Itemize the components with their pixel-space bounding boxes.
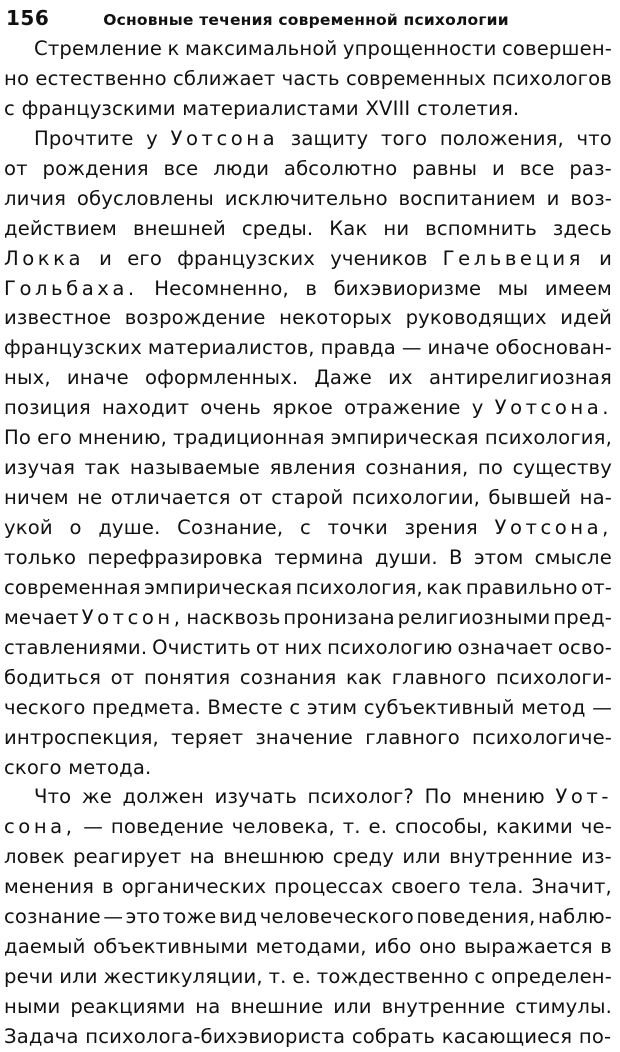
word: но xyxy=(4,66,30,90)
word: люди xyxy=(213,156,270,180)
word: психолога-бихэвиориста xyxy=(85,1024,346,1048)
word: метода. xyxy=(68,755,152,779)
text-line xyxy=(4,723,612,753)
word: руководящих xyxy=(405,306,547,330)
word: психологию xyxy=(327,635,453,659)
text-line xyxy=(4,663,612,693)
word: выражается xyxy=(463,935,593,959)
word: все xyxy=(519,156,555,180)
word: отличается xyxy=(110,486,231,510)
text-line xyxy=(4,453,612,483)
word: насквозь xyxy=(186,605,281,629)
word: че- xyxy=(580,815,612,839)
word: воспитанием xyxy=(398,186,536,210)
word: находит xyxy=(101,396,190,420)
word: ными xyxy=(4,995,61,1018)
word: перефразировка xyxy=(87,545,264,569)
word: Уот- xyxy=(555,785,612,809)
word: положения, xyxy=(439,126,564,150)
word: реагирует xyxy=(73,845,182,869)
word: ческого xyxy=(4,695,86,719)
word: психологии, xyxy=(351,486,480,510)
word: е. xyxy=(368,815,388,839)
word: защиту xyxy=(290,126,369,150)
word: Гольбаха. xyxy=(4,276,138,300)
word: максимальной xyxy=(185,37,338,60)
word: изучать xyxy=(214,785,297,809)
word: внутренние xyxy=(449,845,573,869)
word: личия xyxy=(4,186,67,210)
word: воз- xyxy=(570,186,612,210)
word: некоторых xyxy=(279,306,393,330)
word: точки xyxy=(327,516,388,539)
text-line xyxy=(4,513,612,543)
word: с xyxy=(474,965,486,989)
word: По xyxy=(4,426,32,450)
word: укой xyxy=(4,516,53,539)
word: ных, xyxy=(4,366,51,390)
word: Уотсон, xyxy=(81,605,184,629)
word: как xyxy=(426,575,463,599)
word: изучая xyxy=(4,456,76,480)
word: психологов xyxy=(492,66,612,90)
word: Уотсона. xyxy=(494,396,612,420)
word: органических xyxy=(121,875,267,899)
word: Уотсона, xyxy=(494,516,612,539)
word: абсолютно xyxy=(283,156,398,180)
text-line xyxy=(4,573,612,603)
word: яркое xyxy=(272,396,333,420)
word: ставлениями. xyxy=(4,635,148,659)
word: с xyxy=(289,695,301,719)
word: здесь xyxy=(552,216,612,240)
word: французских xyxy=(177,246,316,270)
word: действием xyxy=(4,216,117,240)
text-line xyxy=(4,902,612,932)
word: Значит, xyxy=(531,875,612,899)
word: не xyxy=(77,486,103,510)
word: имеем xyxy=(544,276,612,300)
paragraph xyxy=(4,34,612,124)
word: его xyxy=(37,426,72,450)
word: антирелигиозная xyxy=(428,366,612,390)
word: внешние xyxy=(230,995,324,1018)
word: наблю- xyxy=(538,905,612,929)
word: или xyxy=(59,965,98,989)
word: — xyxy=(401,336,422,360)
word: Вместе xyxy=(207,695,283,719)
word: Даже xyxy=(314,366,372,390)
word: поведения, xyxy=(416,905,536,929)
word: позиция xyxy=(4,396,91,420)
word: в xyxy=(102,875,114,899)
word: у xyxy=(471,396,484,420)
word: иначе xyxy=(66,366,129,390)
word: современная xyxy=(4,575,141,599)
text-line xyxy=(4,1022,612,1052)
word: способы, xyxy=(394,815,489,839)
word: Как xyxy=(329,216,368,240)
word: с xyxy=(4,96,15,120)
word: этим xyxy=(306,695,358,719)
word: ничем xyxy=(4,486,69,510)
text-line xyxy=(4,543,612,573)
word: главного xyxy=(391,665,487,689)
word: вид xyxy=(218,905,258,929)
word: ни xyxy=(383,216,410,240)
word: субъективный xyxy=(363,695,515,719)
word: исключительно xyxy=(224,186,388,210)
word: в xyxy=(600,935,612,959)
body-text xyxy=(4,34,612,1052)
word: пред- xyxy=(553,605,612,629)
word: В xyxy=(448,545,463,569)
word: методами, xyxy=(255,935,367,959)
word: ловек xyxy=(4,845,65,869)
word: оно xyxy=(419,935,457,959)
word: мечает xyxy=(4,605,79,629)
text-line xyxy=(4,214,612,244)
paragraph xyxy=(4,124,612,783)
word: все xyxy=(163,156,199,180)
word: Задача xyxy=(4,1024,79,1048)
word: психологиче- xyxy=(472,725,612,749)
word: — xyxy=(83,815,104,839)
text-line xyxy=(4,274,612,304)
word: собрать xyxy=(351,1024,436,1048)
word: и xyxy=(99,246,113,270)
word: понятия xyxy=(143,665,231,689)
word: ского xyxy=(4,755,62,779)
word: возрождение xyxy=(124,306,266,330)
word: на xyxy=(189,845,215,869)
word: традиционная xyxy=(173,426,325,450)
word: старой xyxy=(271,486,344,510)
word: бывшей xyxy=(488,486,572,510)
word: материалистов, xyxy=(147,336,315,360)
word: сознания xyxy=(239,665,337,689)
word: к xyxy=(167,37,180,60)
word: — xyxy=(592,695,612,719)
word: значение xyxy=(255,725,354,749)
word: по- xyxy=(578,1024,612,1048)
word: психология, xyxy=(295,575,423,599)
word: своего xyxy=(391,875,461,899)
word: интроспекция, xyxy=(4,725,159,749)
text-line xyxy=(4,753,612,783)
text-line xyxy=(4,154,612,184)
word: Сознание, xyxy=(177,516,284,539)
word: отражение xyxy=(344,396,461,420)
word: известное xyxy=(4,306,112,330)
word: от xyxy=(239,486,263,510)
word: сона, xyxy=(4,815,76,839)
text-line xyxy=(4,812,612,842)
word: эмпирическая xyxy=(144,575,293,599)
word: внутренние xyxy=(381,995,506,1018)
word: процессах xyxy=(274,875,384,899)
text-line xyxy=(4,962,612,992)
word: среду xyxy=(332,845,394,869)
word: от xyxy=(255,635,280,659)
word: из- xyxy=(581,845,612,869)
word: определен- xyxy=(491,965,612,989)
word: должен xyxy=(122,785,204,809)
word: о xyxy=(69,516,82,539)
word: очень xyxy=(200,396,261,420)
word: внешней xyxy=(132,216,226,240)
word: мнению xyxy=(462,785,545,809)
word: — xyxy=(103,905,124,929)
word: на- xyxy=(579,486,612,510)
word: только xyxy=(4,545,77,569)
page-number: 156 xyxy=(6,6,50,30)
running-title: Основные течения современной психологии xyxy=(103,11,509,29)
word: сознание xyxy=(4,905,101,929)
word: термина xyxy=(274,545,364,569)
word: вспомнить xyxy=(425,216,537,240)
text-line xyxy=(4,782,612,812)
word: что xyxy=(576,126,612,150)
word: оформленных. xyxy=(144,366,299,390)
word: религиозными xyxy=(397,605,551,629)
word: тела. xyxy=(468,875,524,899)
word: сближает xyxy=(172,66,276,90)
word: предмета. xyxy=(92,695,201,719)
word: совершен- xyxy=(501,37,612,60)
word: существу xyxy=(512,456,612,480)
word: осво- xyxy=(557,635,612,659)
text-line xyxy=(4,333,612,363)
word: и xyxy=(599,246,612,270)
text-line xyxy=(4,64,612,94)
word: психолог? xyxy=(307,785,414,809)
word: от xyxy=(4,156,28,180)
word: теряет xyxy=(171,725,244,749)
word: души. xyxy=(374,545,438,569)
word: метод xyxy=(521,695,586,719)
word: внешнюю xyxy=(223,845,325,869)
text-line xyxy=(4,423,612,453)
word: объективными xyxy=(93,935,249,959)
word: касающиеся xyxy=(441,1024,573,1048)
word: Несомненно, xyxy=(154,276,289,300)
word: даемый xyxy=(4,935,86,959)
text-line xyxy=(4,842,612,872)
word: пронизана xyxy=(283,605,395,629)
word: же xyxy=(81,785,112,809)
word: Локка xyxy=(4,246,85,270)
word: е. xyxy=(292,965,311,989)
word: с xyxy=(299,516,311,539)
text-line xyxy=(4,393,612,423)
text-line xyxy=(4,633,612,663)
word: эмпирическая xyxy=(330,426,479,450)
word: реакциями xyxy=(70,995,186,1018)
word: его xyxy=(127,246,162,270)
word: равны xyxy=(412,156,478,180)
word: Что xyxy=(34,785,72,809)
word: идей xyxy=(560,306,612,330)
word: раз- xyxy=(569,156,612,180)
word: По xyxy=(424,785,452,809)
text-line xyxy=(4,363,612,393)
word: речи xyxy=(4,965,54,989)
text-line xyxy=(4,244,612,274)
word: т. xyxy=(268,965,287,989)
word: Гельвеция xyxy=(442,246,584,270)
word: называемые xyxy=(129,456,260,480)
word: Очистить xyxy=(152,635,251,659)
word: смысле xyxy=(534,545,612,569)
word: человеческого xyxy=(259,905,414,929)
word: на xyxy=(195,995,221,1018)
word: у xyxy=(146,126,158,150)
word: обусловлены xyxy=(76,186,214,210)
word: или xyxy=(333,995,372,1018)
word: поведение xyxy=(110,815,224,839)
word: их xyxy=(388,366,413,390)
word: человека, xyxy=(231,815,335,839)
word: какими xyxy=(496,815,573,839)
word: сознания, xyxy=(365,456,469,480)
word: Стремление xyxy=(34,37,163,60)
text-line xyxy=(4,94,612,124)
word: иначе xyxy=(427,336,490,360)
word: французскими xyxy=(21,96,176,120)
word: менения xyxy=(4,875,95,899)
word: и xyxy=(546,186,560,210)
word: душе. xyxy=(98,516,161,539)
word: Прочтите xyxy=(34,126,134,150)
word: как xyxy=(346,665,383,689)
text-line xyxy=(4,693,612,723)
word: по xyxy=(477,456,504,480)
word: этом xyxy=(473,545,524,569)
word: мнению, xyxy=(78,426,168,450)
word: них xyxy=(284,635,323,659)
word: или xyxy=(402,845,441,869)
word: явления xyxy=(269,456,356,480)
running-head xyxy=(6,6,612,32)
word: учеников xyxy=(330,246,428,270)
word: рождения xyxy=(42,156,149,180)
word: и xyxy=(492,156,505,180)
word: стимулы. xyxy=(515,995,612,1018)
word: французских xyxy=(4,336,142,360)
word: материалистами xyxy=(182,96,359,120)
text-line xyxy=(4,992,612,1022)
word: бихэвиоризме xyxy=(333,276,482,300)
text-line xyxy=(4,303,612,333)
word: зрения xyxy=(404,516,478,539)
word: правда xyxy=(320,336,396,360)
word: т. xyxy=(342,815,361,839)
word: от xyxy=(110,665,135,689)
word: так xyxy=(84,456,121,480)
text-line xyxy=(4,872,612,902)
word: часть xyxy=(281,66,340,90)
word: означает xyxy=(457,635,553,659)
word: это xyxy=(125,905,161,929)
word: обоснован- xyxy=(495,336,612,360)
word: бодиться xyxy=(4,665,102,689)
text-line xyxy=(4,932,612,962)
word: в xyxy=(305,276,318,300)
text-line xyxy=(4,483,612,513)
word: от- xyxy=(581,575,612,599)
word: естественно xyxy=(35,66,167,90)
word: жестикуляции, xyxy=(103,965,263,989)
word: тоже xyxy=(162,905,217,929)
word: главного xyxy=(365,725,460,749)
word: тождественно xyxy=(316,965,469,989)
word: правильно xyxy=(465,575,578,599)
word: Уотсона xyxy=(170,126,279,150)
word: психологи- xyxy=(495,665,612,689)
word: упрощенности xyxy=(342,37,497,60)
word: ибо xyxy=(374,935,412,959)
text-line xyxy=(4,184,612,214)
word: современных xyxy=(345,66,486,90)
word: среды. xyxy=(241,216,314,240)
text-line xyxy=(4,34,612,64)
text-line xyxy=(4,603,612,633)
paragraph xyxy=(4,782,612,1051)
word: того xyxy=(380,126,428,150)
word: столетия. xyxy=(417,96,520,120)
word: психология, xyxy=(484,426,612,450)
text-line xyxy=(4,124,612,154)
word: XVIII xyxy=(365,96,411,120)
word: мы xyxy=(497,276,529,300)
